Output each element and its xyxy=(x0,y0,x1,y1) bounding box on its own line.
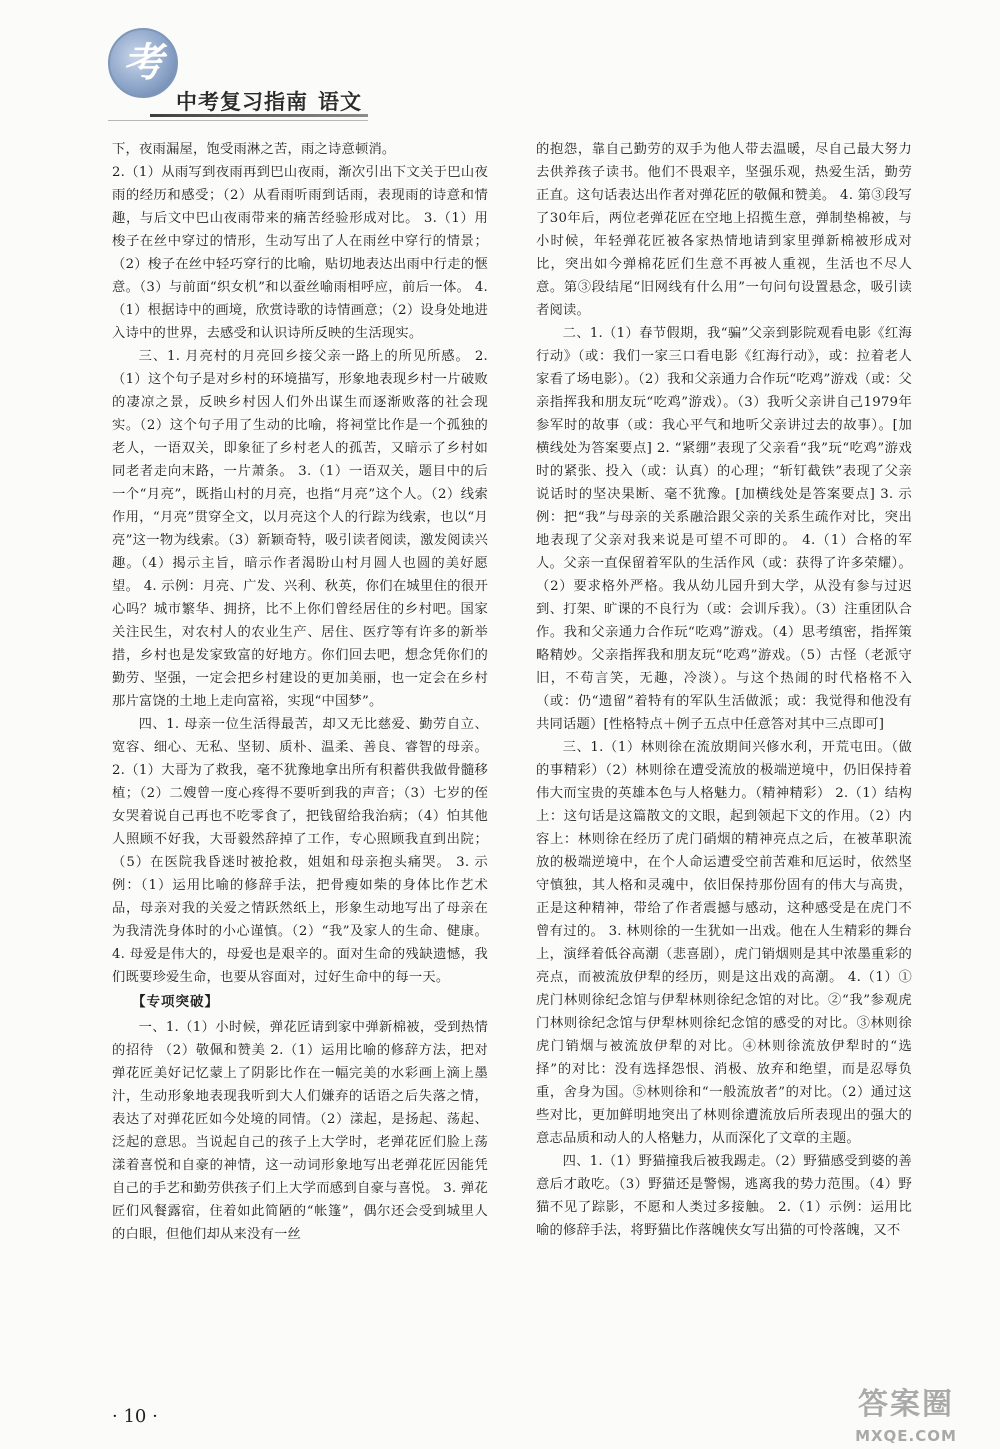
header-rule-thin xyxy=(108,120,368,121)
subject-label: 语文 xyxy=(318,90,362,114)
header-title xyxy=(176,86,362,116)
section-heading: 【专项突破】 xyxy=(132,994,219,1010)
page-number: · 10 · xyxy=(112,1406,158,1427)
answer-paragraph: 三、1.（1）林则徐在流放期间兴修水利，开荒屯田。（做的事精彩）（2）林则徐在遭受流放的极端逆境中，仍旧保持着伟大而宝贵的英雄本色与人格魅力。（精神精彩） 2.（1）结构上：这句话是这篇散文的文眼，起到领起下文的作用。（2）内容上：林则徐在经历了虎门硝烟的精神亮点之后，在被革职流放的极端逆境中，在个人命运遭受空前苦难和厄运时，依然坚守慎独，其人格和灵魂中，依旧保持那份固有的伟大与高贵，正是这种精神，带给了作者震撼与感动，这种感受是在虎门不曾有过的。 3. 林则徐的一生犹如一出戏。他在人生精彩的舞台上，演绎着低谷高潮（悲喜剧），虎门销烟则是其中浓墨重彩的亮点，而被流放伊犁的经历，则是这出戏的高潮。 4.（1）①虎门林则徐纪念馆与伊犁林则徐纪念馆的对比。②“我”参观虎门林则徐纪念馆与伊犁林则徐纪念馆的感受的对比。③林则徐虎门销烟与被流放伊犁的对比。④林则徐流放伊犁时的“选择”的对比：没有选择怨恨、消极、放弃和绝望，而是忍辱负重，舍身为国。⑤林则徐和“一般流放者”的对比。（2）通过这些对比，更加鲜明地突出了林则徐遭流放后所表现出的强大的意志品质和动人的人格魅力，从而深化了文章的主题。 xyxy=(536,740,912,1146)
logo-character: 考 xyxy=(123,39,163,86)
page-header xyxy=(0,0,1000,135)
answer-paragraph: 三、1. 月亮村的月亮回乡接父亲一路上的所见所感。 2.（1）这个句子是对乡村的环境描写，形象地表现乡村一片破败的凄凉之景，反映乡村因人们外出谋生而逐渐败落的社会现实。（2）这个句子用了生动的比喻，将祠堂比作是一个孤独的老人，一语双关，即象征了乡村老人的孤苦，又暗示了乡村如同老者走向末路，一片萧条。 3.（1）一语双关，题目中的后一个“月亮”，既指山村的月亮，也指“月亮”这个人。（2）线索作用，“月亮”贯穿全文，以月亮这个人的行踪为线索，也以“月亮”这一物为线索。（3）新颖奇特，吸引读者阅读，激发阅读兴趣。（4）揭示主旨，暗示作者渴盼山村月圆人也圆的美好愿望。 4. 示例：月亮、广发、兴利、秋英，你们在城里住的很开心吗？城市繁华、拥挤，比不上你们曾经居住的乡村吧。国家关注民生，对农村人的农业生产、居住、医疗等有许多的新举措，乡村也是发家致富的好地方。你们回去吧，想念凭你们的勤劳、坚强，一定会把乡村建设的更加美丽，也一定会在乡村那片富饶的土地上走向富裕，实现“中国梦”。 xyxy=(112,349,488,709)
answer-paragraph: 二、1.（1）春节假期，我“骗”父亲到影院观看电影《红海行动》（或：我们一家三口看电影《红海行动》，或：拉着老人家看了场电影）。（2）我和父亲通力合作玩“吃鸡”游戏（或：父亲指挥我和朋友玩“吃鸡”游戏）。（3）我听父亲讲自己1979年参军时的故事（或：我心平气和地听父亲讲过去的故事）。[加横线处为答案要点] 2. “紧绷”表现了父亲看“我”玩“吃鸡”游戏时的紧张、投入（或：认真）的心理；“斩钉截铁”表现了父亲说话时的坚决果断、毫不犹豫。[加横线处是答案要点] 3. 示例：把“我”与母亲的关系融洽跟父亲的关系生疏作对比，突出地表现了父亲对我来说是可望不可即的。 4.（1）合格的军人。父亲一直保留着军队的生活作风（或：获得了许多荣耀）。（2）要求格外严格。我从幼儿园升到大学，从没有参与过迟到、打架、旷课的不良行为（或：会训斥我）。（3）注重团队合作。我和父亲通力合作玩“吃鸡”游戏。（4）思考缜密，指挥策略精妙。父亲指挥我和朋友玩“吃鸡”游戏。（5）古怪（老派守旧，不苟言笑，无趣，冷淡）。与这个热闹的时代格格不入（或：仍“遗留”着特有的军队生活做派；或：我觉得和他没有共同话题）[性格特点＋例子五点中任意答对其中三点即可] xyxy=(536,326,912,732)
logo-badge xyxy=(108,28,178,98)
left-column xyxy=(112,138,488,1246)
right-column xyxy=(536,138,912,1242)
header-rule xyxy=(150,114,368,117)
answer-paragraph: 的抱怨，靠自己勤劳的双手为他人带去温暖，尽自己最大努力去供养孩子读书。他们不畏艰辛，坚强乐观，热爱生活，勤劳正直。这句话表达出作者对弹花匠的敬佩和赞美。 4. 第③段写了30年后，两位老弹花匠在空地上招揽生意，弹制垫棉被，与小时候，年轻弹花匠被各家热情地请到家里弹新棉被形成对比，突出如今弹棉花匠们生意不再被人重视，生活也不尽人意。第③段结尾“旧网线有什么用”一句问句设置悬念，吸引读者阅读。 xyxy=(536,142,912,318)
watermark-logo xyxy=(826,1385,986,1445)
answer-paragraph: 一、1.（1）小时候，弹花匠请到家中弹新棉被，受到热情的招待 （2）敬佩和赞美 2.（1）运用比喻的修辞方法，把对弹花匠美好记忆蒙上了阴影比作在一幅完美的水彩画上滴上墨汁，生动形象地表现我听到大人们嫌弃的话语之后失落之情，表达了对弹花匠如今处境的同情。（2）漾起，是扬起、荡起、泛起的意思。当说起自己的孩子上大学时，老弹花匠们脸上荡漾着喜悦和自豪的神情，这一动词形象地写出老弹花匠因能凭自己的手艺和勤劳供孩子们上大学而感到自豪与喜悦。 3. 弹花匠们风餐露宿，住着如此简陋的“帐篷”，偶尔还会受到城里人的白眼，但他们却从来没有一丝 xyxy=(112,1020,488,1242)
answer-paragraph: 下，夜雨漏屋，饱受雨淋之苦，雨之诗意顿消。 xyxy=(112,142,396,157)
answer-paragraph: 四、1.（1）野猫撞我后被我踢走。（2）野猫感受到婆的善意后才敢吃。（3）野猫还是警惕，逃离我的势力范围。（4）野猫不见了踪影，不愿和人类过多接触。 2.（1）示例：运用比喻的修辞手法，将野猫比作落魄侠女写出猫的可怜落魄，又不 xyxy=(536,1154,912,1238)
answer-paragraph: 2.（1）从雨写到夜雨再到巴山夜雨，渐次引出下文关于巴山夜雨的经历和感受；（2）从看雨听雨到话雨，表现雨的诗意和情趣，与后文中巴山夜雨带来的痛苦经验形成对比。 3.（1）用梭子在丝中穿过的情形，生动写出了人在雨丝中穿行的情景；（2）梭子在丝中轻巧穿行的比喻，贴切地表达出雨中行走的惬意。（3）与前面“织女机”和以蚕丝喻雨相呼应，前后一体。 4.（1）根据诗中的画境，欣赏诗歌的诗情画意；（2）设身处地进入诗中的世界，去感受和认识诗所反映的生活现实。 xyxy=(112,165,488,341)
watermark-url: MXQE.COM xyxy=(855,1427,957,1445)
book-title: 中考复习指南 xyxy=(176,90,308,114)
answer-paragraph: 四、1. 母亲一位生活得最苦，却又无比慈爱、勤劳自立、宽容、细心、无私、坚韧、质朴、温柔、善良、睿智的母亲。 2.（1）大哥为了救我，毫不犹豫地拿出所有积蓄供我做骨髓移植；（2）二嫂曾一度心疼得不要听到我的声音；（3）七岁的侄女哭着说自己再也不吃零食了，把钱留给我治病；（4）怕其他人照顾不好我，大哥毅然辞掉了工作，专心照顾我直到出院；（5）在医院我昏迷时被抢救，姐姐和母亲抱头痛哭。 3. 示例：（1）运用比喻的修辞手法，把骨瘦如柴的身体比作艺术品，母亲对我的关爱之情跃然纸上，形象生动地写出了母亲在为我清洗身体时的小心谨慎。（2）“我”及家人的生命、健康。 4. 母爱是伟大的，母爱也是艰辛的。面对生命的残缺遗憾，我们既要珍爱生命，也要从容面对，过好生命中的每一天。 xyxy=(112,717,488,985)
watermark-mark: 答案圈 xyxy=(858,1387,954,1422)
